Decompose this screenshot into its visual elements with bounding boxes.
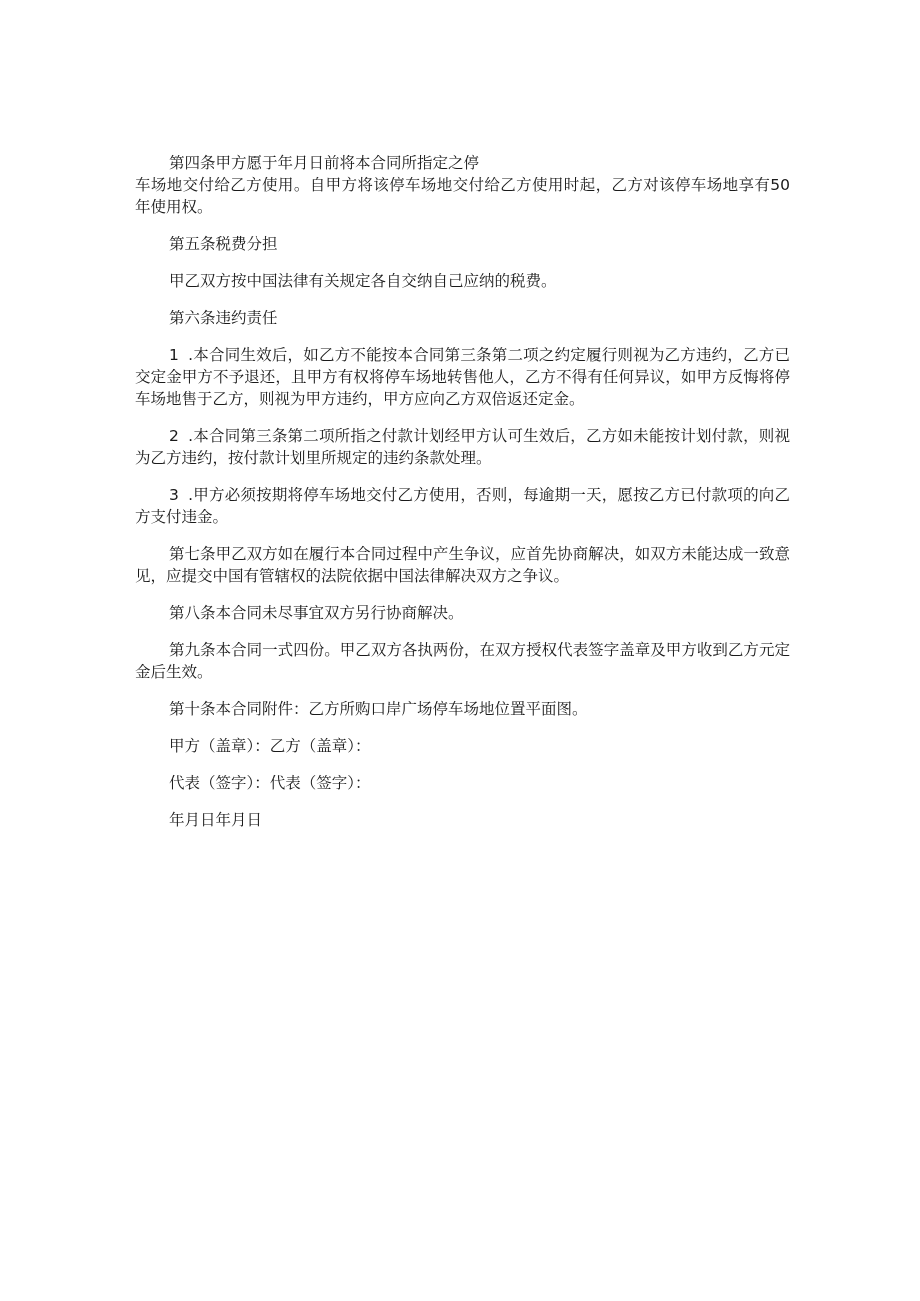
list-text: .甲方必须按期将停车场地交付乙方使用，否则，每逾期一天，愿按乙方已付款项的向乙方支付违金。	[135, 486, 790, 526]
seal-line: 甲方（盖章）：乙方（盖章）：	[169, 737, 371, 755]
article-5-title: 第五条税费分担	[169, 235, 278, 253]
contract-body	[135, 152, 790, 846]
article-7: 第七条甲乙双方如在履行本合同过程中产生争议，应首先协商解决，如双方未能达成一致意见，应提交中国有管辖权的法院依据中国法律解决双方之争议。	[135, 545, 790, 585]
list-number: 2	[169, 427, 179, 445]
list-number: 3	[169, 486, 179, 504]
article-4-body: 车场地交付给乙方使用。自甲方将该停车场地交付给乙方使用时起，乙方对该停车场地享有50年使用权。	[135, 176, 790, 216]
article-6-item-1	[135, 344, 790, 410]
article-4-line-1: 第四条甲方愿于年月日前将本合同所指定之停	[169, 154, 480, 172]
article-10: 第十条本合同附件：乙方所购口岸广场停车场地位置平面图。	[169, 700, 588, 718]
article-6-title: 第六条违约责任	[169, 309, 278, 327]
article-6-item-2	[135, 425, 790, 469]
date-line: 年月日年月日	[169, 811, 263, 829]
signature-line: 代表（签字）：代表（签字）：	[169, 774, 371, 792]
article-5-body: 甲乙双方按中国法律有关规定各自交纳自己应纳的税费。	[169, 272, 557, 290]
list-text: .本合同第三条第二项所指之付款计划经甲方认可生效后，乙方如未能按计划付款，则视为乙方违约，按付款计划里所规定的违约条款处理。	[135, 427, 790, 467]
list-number: 1	[169, 346, 179, 364]
article-6-item-3	[135, 484, 790, 528]
article-8: 第八条本合同未尽事宜双方另行协商解决。	[169, 604, 464, 622]
list-text: .本合同生效后，如乙方不能按本合同第三条第二项之约定履行则视为乙方违约，乙方已交定金甲方不予退还，且甲方有权将停车场地转售他人，乙方不得有任何异议，如甲方反悔将停车场地售于乙方，则视为甲方违约，甲方应向乙方双倍返还定金。	[135, 346, 790, 408]
article-9: 第九条本合同一式四份。甲乙双方各执两份，在双方授权代表签字盖章及甲方收到乙方元定金后生效。	[135, 641, 790, 681]
